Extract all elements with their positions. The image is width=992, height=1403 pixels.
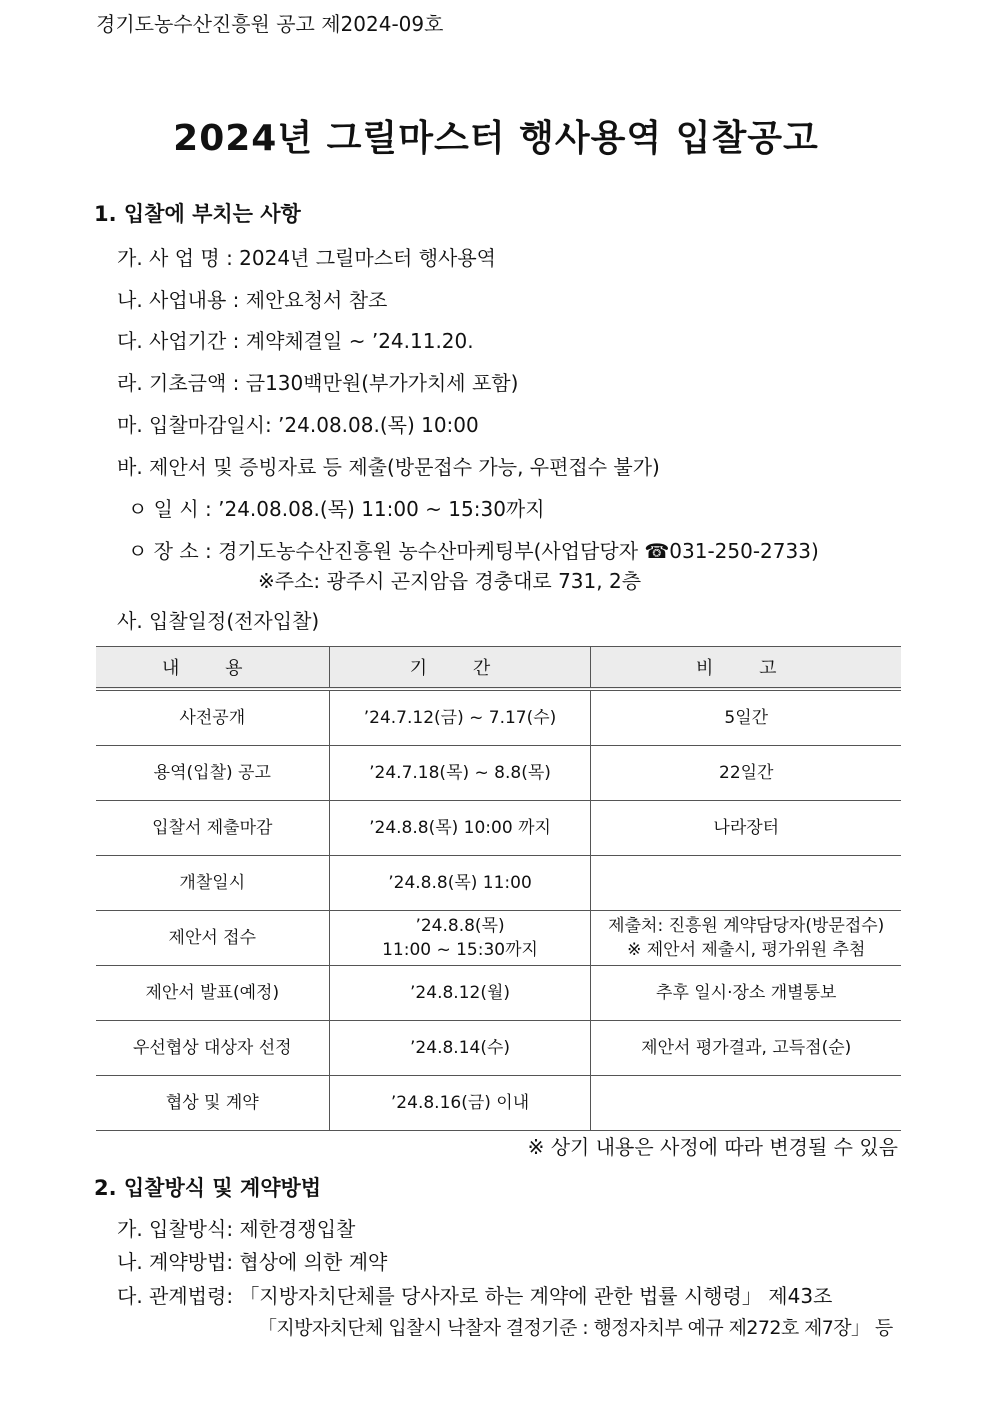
- row-period: ’24.7.18(목) ~ 8.8(목): [329, 746, 591, 801]
- item-submission-time: ㅇ 일 시 : ’24.08.08.(목) 11:00 ~ 15:30까지: [128, 497, 545, 521]
- row-period: ’24.8.16(금) 이내: [329, 1076, 591, 1131]
- page-title: 2024년 그릴마스터 행사용역 입찰공고: [173, 118, 819, 159]
- table-row: [96, 1021, 901, 1076]
- row-period: ’24.8.14(수): [329, 1021, 591, 1076]
- row-item: 협상 및 계약: [96, 1076, 329, 1131]
- row-item: 용역(입찰) 공고: [96, 746, 329, 801]
- row-remark: [591, 1076, 901, 1131]
- item-submission-place: ㅇ 장 소 : 경기도농수산진흥원 농수산마케팅부(사업담당자 ☎031-250-2733): [128, 539, 819, 563]
- row-remark: 나라장터: [591, 801, 901, 856]
- section-1-heading: 1. 입찰에 부치는 사항: [94, 202, 301, 226]
- item-contract-method: 나. 계약방법: 협상에 의한 계약: [117, 1250, 388, 1274]
- row-item: 우선협상 대상자 선정: [96, 1021, 329, 1076]
- row-item: 사전공개: [96, 689, 329, 746]
- row-period-line1: ’24.8.8(목): [415, 916, 505, 936]
- schedule-note: ※ 상기 내용은 사정에 따라 변경될 수 있음: [527, 1135, 898, 1159]
- table-row: [96, 689, 901, 746]
- item-submission-address: ※주소: 광주시 곤지암읍 경충대로 731, 2층: [258, 569, 642, 593]
- item-related-law-2: 「지방자치단체 입찰시 낙찰자 결정기준 : 행정자치부 예규 제272호 제7장」 등: [258, 1317, 893, 1339]
- row-remark-line2: ※ 제안서 제출시, 평가위원 추첨: [627, 940, 866, 960]
- item-base-amount: 라. 기초금액 : 금130백만원(부가가치세 포함): [117, 371, 519, 395]
- section-2-heading: 2. 입찰방식 및 계약방법: [94, 1176, 322, 1200]
- item-bid-method: 가. 입찰방식: 제한경쟁입찰: [117, 1217, 356, 1241]
- notice-number: 경기도농수산진흥원 공고 제2024-09호: [96, 12, 444, 36]
- item-bid-deadline: 마. 입찰마감일시: ’24.08.08.(목) 10:00: [117, 413, 479, 437]
- row-remark: 제안서 평가결과, 고득점(순): [591, 1021, 901, 1076]
- row-remark: [591, 911, 901, 966]
- row-item: 개찰일시: [96, 856, 329, 911]
- row-period: ’24.8.12(월): [329, 966, 591, 1021]
- table-row: [96, 801, 901, 856]
- row-remark: [591, 856, 901, 911]
- row-period: [329, 911, 591, 966]
- header-content: 내 용: [96, 647, 329, 690]
- table-row: [96, 966, 901, 1021]
- row-period: ’24.8.8(목) 11:00: [329, 856, 591, 911]
- table-row: [96, 1076, 901, 1131]
- item-project-content: 나. 사업내용 : 제안요청서 참조: [117, 288, 388, 312]
- item-project-name: 가. 사 업 명 : 2024년 그릴마스터 행사용역: [117, 246, 496, 270]
- item-project-period: 다. 사업기간 : 계약체결일 ~ ’24.11.20.: [117, 329, 474, 353]
- item-related-law: 다. 관계법령: 「지방자치단체를 당사자로 하는 계약에 관한 법률 시행령」 제43조: [117, 1284, 833, 1308]
- table-row: [96, 856, 901, 911]
- table-row: [96, 911, 901, 966]
- row-period: ’24.8.8(목) 10:00 까지: [329, 801, 591, 856]
- row-period: ’24.7.12(금) ~ 7.17(수): [329, 689, 591, 746]
- row-remark: 5일간: [591, 689, 901, 746]
- row-remark: 추후 일시·장소 개별통보: [591, 966, 901, 1021]
- row-period-line2: 11:00 ~ 15:30까지: [382, 940, 538, 960]
- schedule-table: [96, 646, 901, 1131]
- item-bid-schedule: 사. 입찰일정(전자입찰): [117, 609, 320, 633]
- item-submission: 바. 제안서 및 증빙자료 등 제출(방문접수 가능, 우편접수 불가): [117, 455, 660, 479]
- table-header-row: [96, 647, 901, 690]
- row-item: 제안서 발표(예정): [96, 966, 329, 1021]
- header-period: 기 간: [329, 647, 591, 690]
- row-remark-line1: 제출처: 진흥원 계약담당자(방문접수): [608, 916, 885, 936]
- table-row: [96, 746, 901, 801]
- row-remark: 22일간: [591, 746, 901, 801]
- row-item: 입찰서 제출마감: [96, 801, 329, 856]
- row-item: 제안서 접수: [96, 911, 329, 966]
- header-remark: 비 고: [591, 647, 901, 690]
